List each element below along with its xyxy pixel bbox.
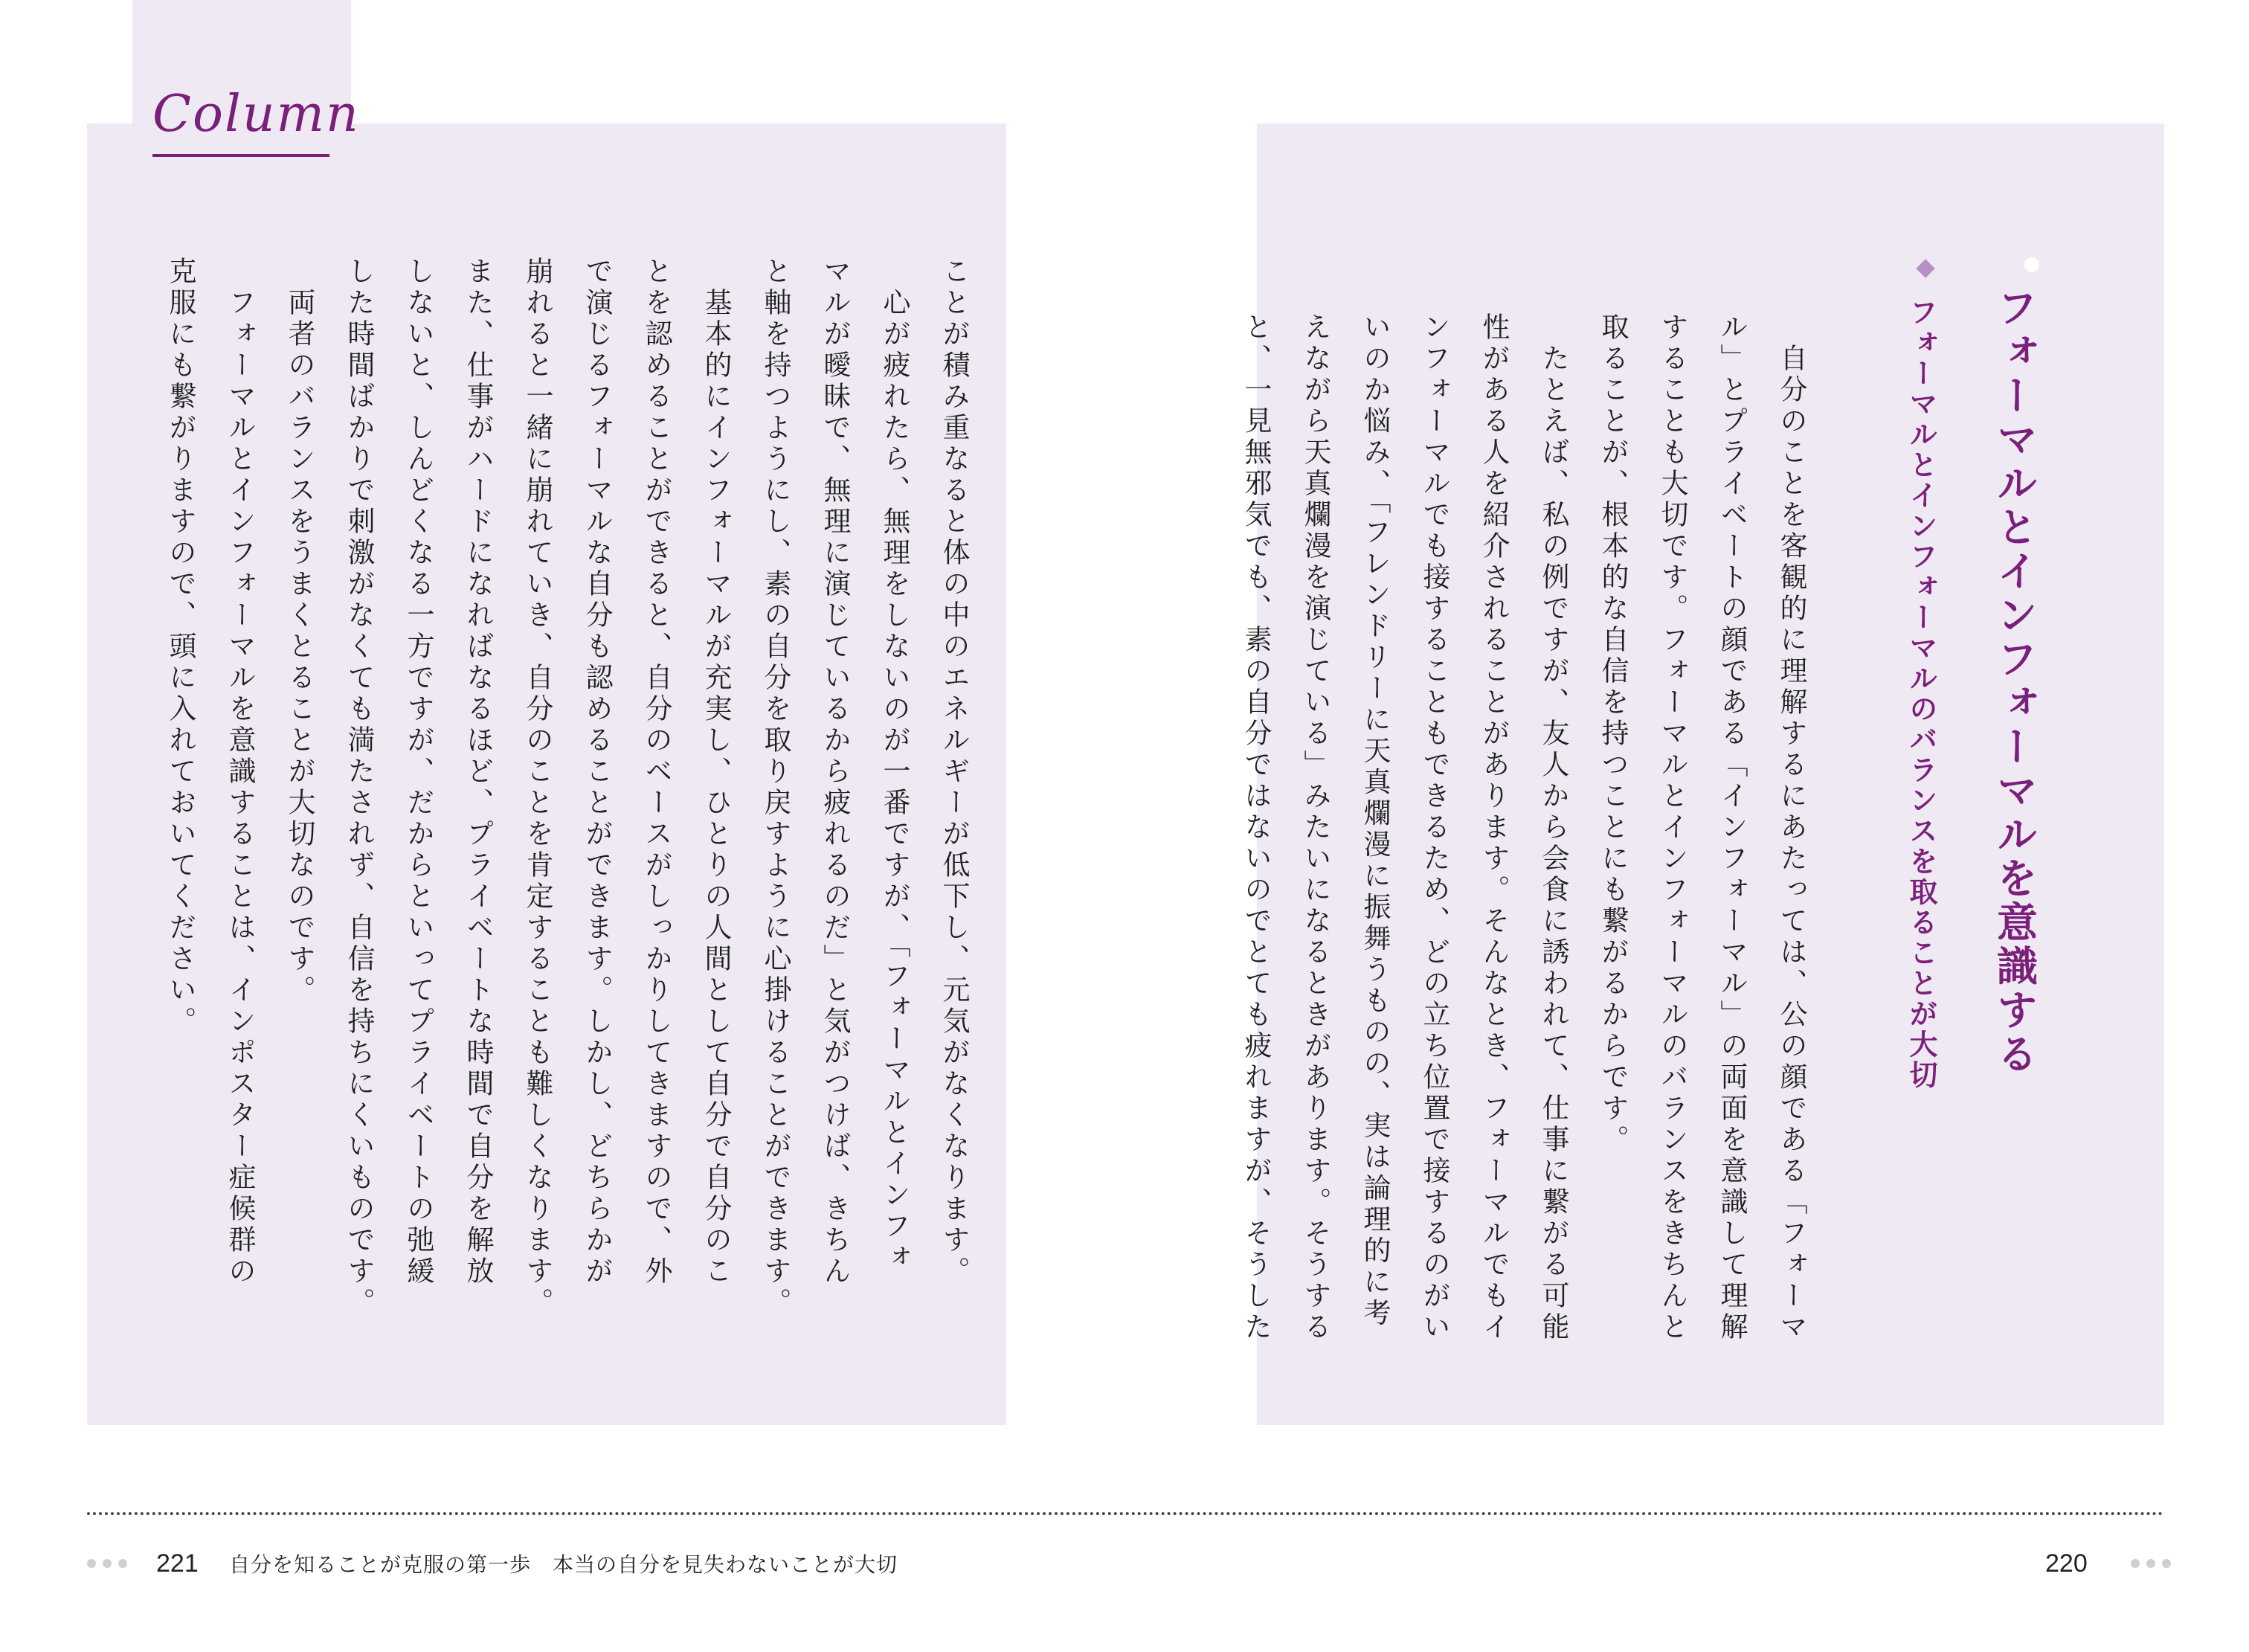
column-label-underline [152,154,329,157]
body-line: 両者のバランスをうまくとることが大切なのです。 [283,257,315,1006]
body-line: と軸を持つようにし、素の自分を取り戻すように心掛けることができます。 [759,257,791,1319]
dot-icon [2162,1559,2171,1568]
footer-dots-right [2131,1559,2171,1568]
body-line: ことが積み重なると体の中のエネルギーが低下し、元気がなくなります。 [938,257,970,1288]
article-body-text [1226,312,1821,1391]
footer-dotted-rule [87,1512,2164,1515]
body-line: 崩れると一緒に崩れていき、自分のことを肯定することも難しくなります。 [521,257,553,1319]
dot-icon [103,1559,112,1568]
body-line: した時間ばかりで刺激がなくても満たされず、自信を持ちにくいものです。 [343,257,375,1319]
body-line: 取ることが、根本的な自信を持つことにも繋がるからです。 [1597,312,1629,1156]
body-line: しないと、しんどくなる一方ですが、だからといってプライベートの弛緩 [402,257,434,1288]
footer-dots-left [87,1559,127,1568]
body-line: マルが曖昧で、無理に演じているから疲れるのだ」と気がつけば、きちん [819,257,851,1288]
body-line: と、一見無邪気でも、素の自分ではないのでとても疲れますが、そうした [1240,312,1272,1343]
column-body-text [150,257,983,1372]
body-line: たとえば、私の例ですが、友人から会食に誘われて、仕事に繋がる可能 [1537,312,1569,1343]
article-main-heading: フォーマルとインフォーマルを意識する [1990,286,2038,1076]
dot-icon [2131,1559,2140,1568]
body-line: えながら天真爛漫を演じている」みたいになるときがあります。そうする [1299,312,1331,1343]
body-line: 性がある人を紹介されることがあります。そんなとき、フォーマルでもイ [1478,312,1510,1343]
body-line: 克服にも繋がりますので、頭に入れておいてください。 [164,257,196,1038]
body-line: とを認めることができると、自分のベースがしっかりしてきますので、外 [640,257,672,1288]
body-line: 心が疲れたら、無理をしないのが一番ですが、「フォーマルとインフォ [878,257,910,1274]
right-page-number: 220 [2045,1549,2088,1578]
dot-icon [87,1559,96,1568]
heading-bullet-dot [2024,257,2039,272]
body-line: ル」とプライベートの顔である「インフォーマル」の両面を意識して理解 [1716,312,1748,1343]
left-page-number: 221 [156,1549,199,1578]
body-line: 自分のことを客観的に理解するにあたっては、公の顔である「フォーマ [1775,312,1807,1343]
body-line: フォーマルとインフォーマルを意識することは、インポスター症候群の [224,257,256,1288]
body-line: 基本的にインフォーマルが充実し、ひとりの人間として自分で自分のこ [700,257,732,1288]
body-line: また、仕事がハードになればなるほど、プライベートな時間で自分を解放 [462,257,494,1288]
body-line: いのか悩み、「フレンドリーに天真爛漫に振舞うものの、実は論理的に考 [1359,312,1391,1330]
body-line: することも大切です。フォーマルとインフォーマルのバランスをきちんと [1656,312,1688,1343]
column-label: Column [152,85,360,144]
running-chapter-title: 自分を知ることが克服の第一歩 本当の自分を見失わないことが大切 [229,1552,898,1577]
dot-icon [2146,1559,2155,1568]
body-line: で演じるフォーマルな自分も認めることができます。しかし、どちらかが [581,257,613,1288]
article-sub-heading: フォーマルとインフォーマルのバランスを取ることが大切 [1905,298,1937,1090]
dot-icon [118,1559,127,1568]
body-line: ンフォーマルでも接することもできるため、どの立ち位置で接するのがい [1418,312,1450,1343]
